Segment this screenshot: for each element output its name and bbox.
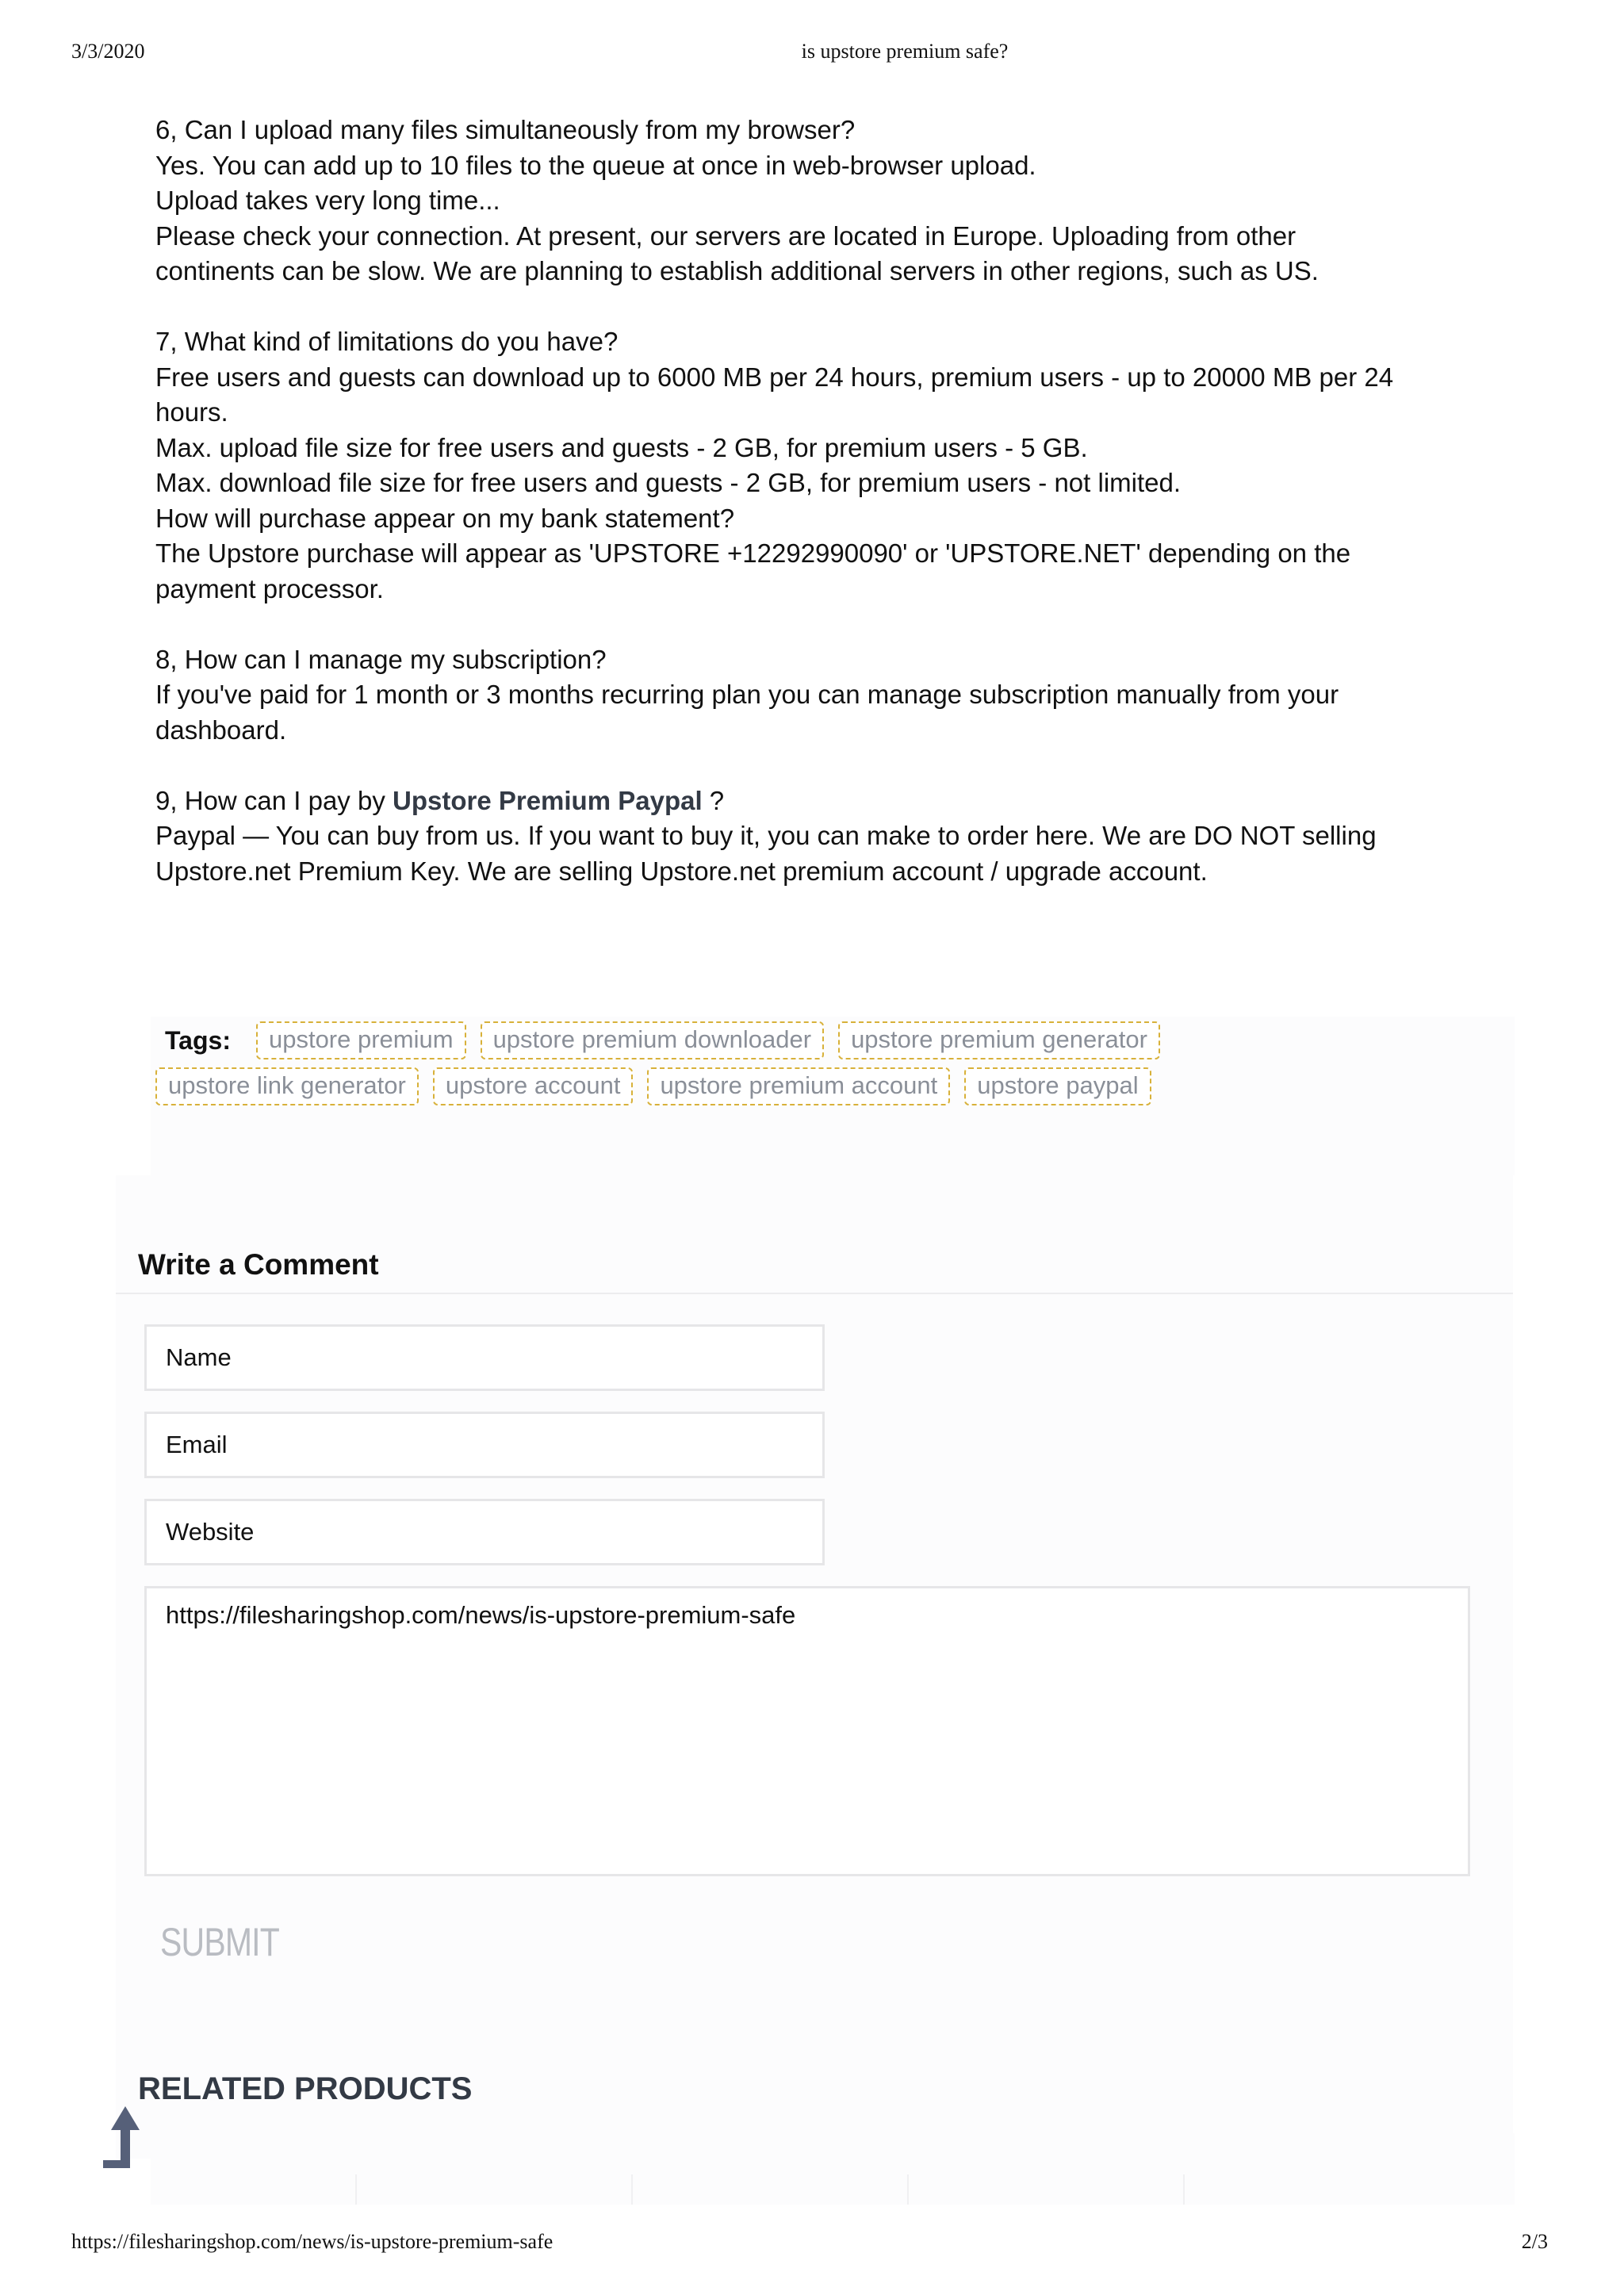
paypal-link[interactable]: Upstore Premium Paypal	[392, 785, 703, 815]
tags-row	[155, 1067, 1151, 1105]
article-body	[155, 113, 1488, 925]
faq-question-suffix: ?	[702, 785, 725, 815]
print-page-number: 2/3	[1521, 2230, 1548, 2253]
faq-line: The Upstore purchase will appear as 'UPSTORE +12292990090' or 'UPSTORE.NET' depending on the	[155, 538, 1351, 568]
print-url: https://filesharingshop.com/news/is-upstore-premium-safe	[71, 2230, 553, 2253]
website-field[interactable]	[144, 1499, 825, 1565]
comment-title: Write a Comment	[138, 1248, 379, 1281]
print-header	[71, 40, 1548, 67]
faq-line: Free users and guests can download up to 6000 MB per 24 hours, premium users - up to 20000 MB per 24	[155, 362, 1394, 392]
product-slot-divider	[355, 2174, 357, 2205]
faq-line: Max. download file size for free users and guests - 2 GB, for premium users - not limited.	[155, 468, 1182, 497]
product-slot-divider	[1183, 2174, 1185, 2205]
tag-link[interactable]: upstore link generator	[155, 1067, 419, 1105]
back-to-top-button[interactable]	[100, 2103, 155, 2176]
faq-item	[155, 642, 1488, 749]
submit-button[interactable]: SUBMIT	[160, 1920, 279, 1964]
faq-line: Max. upload file size for free users and guests - 2 GB, for premium users - 5 GB.	[155, 432, 1088, 462]
related-products-strip	[151, 2133, 1515, 2205]
tag-link[interactable]: upstore paypal	[964, 1067, 1151, 1105]
faq-question	[155, 784, 1488, 819]
tags-label: Tags:	[165, 1025, 231, 1055]
comment-section	[116, 1175, 1513, 2159]
faq-line: hours.	[155, 397, 228, 427]
print-footer	[71, 2230, 1548, 2257]
faq-line: If you've paid for 1 month or 3 months recurring plan you can manage subscription manually from your	[155, 680, 1339, 709]
faq-line: 7, What kind of limitations do you have?	[155, 327, 619, 356]
tag-link[interactable]: upstore premium	[256, 1021, 466, 1059]
related-products-title: RELATED PRODUCTS	[138, 2071, 473, 2106]
faq-line: 6, Can I upload many files simultaneously from my browser?	[155, 115, 856, 144]
faq-line: Yes. You can add up to 10 files to the queue at once in web-browser upload.	[155, 150, 1036, 180]
tag-link[interactable]: upstore premium generator	[838, 1021, 1160, 1059]
faq-line: Please check your connection. At present, our servers are located in Europe. Uploading from other	[155, 220, 1297, 251]
print-date: 3/3/2020	[71, 40, 145, 63]
faq-item	[155, 784, 1488, 890]
faq-line: payment processor.	[155, 573, 384, 603]
faq-question-prefix: 9, How can I pay by	[155, 785, 393, 815]
faq-item	[155, 324, 1488, 607]
tag-link[interactable]: upstore premium account	[647, 1067, 950, 1105]
faq-line: dashboard.	[155, 715, 287, 745]
tags-section	[151, 1017, 1515, 1175]
name-field[interactable]	[144, 1324, 825, 1391]
faq-line: Upload takes very long time...	[155, 186, 500, 215]
faq-line: 8, How can I manage my subscription?	[155, 644, 607, 674]
faq-line: How will purchase appear on my bank statement?	[155, 503, 735, 533]
faq-line: Upstore.net Premium Key. We are selling Upstore.net premium account / upgrade account.	[155, 856, 1208, 886]
faq-line: continents can be slow. We are planning to establish additional servers in other regions, such as US.	[155, 256, 1319, 285]
tag-link[interactable]: upstore account	[433, 1067, 634, 1105]
arrow-up-icon	[100, 2103, 155, 2176]
email-field[interactable]	[144, 1412, 825, 1478]
faq-line: Paypal — You can buy from us. If you want to buy it, you can make to order here. We are DO NOT selling	[155, 821, 1377, 850]
divider	[116, 1293, 1513, 1294]
comment-textarea[interactable]	[144, 1586, 1470, 1876]
product-slot-divider	[631, 2174, 633, 2205]
faq-item	[155, 113, 1488, 289]
tags-row	[165, 1021, 1160, 1059]
tag-link[interactable]: upstore premium downloader	[481, 1021, 825, 1059]
product-slot-divider	[907, 2174, 909, 2205]
print-page-title: is upstore premium safe?	[801, 40, 1009, 63]
